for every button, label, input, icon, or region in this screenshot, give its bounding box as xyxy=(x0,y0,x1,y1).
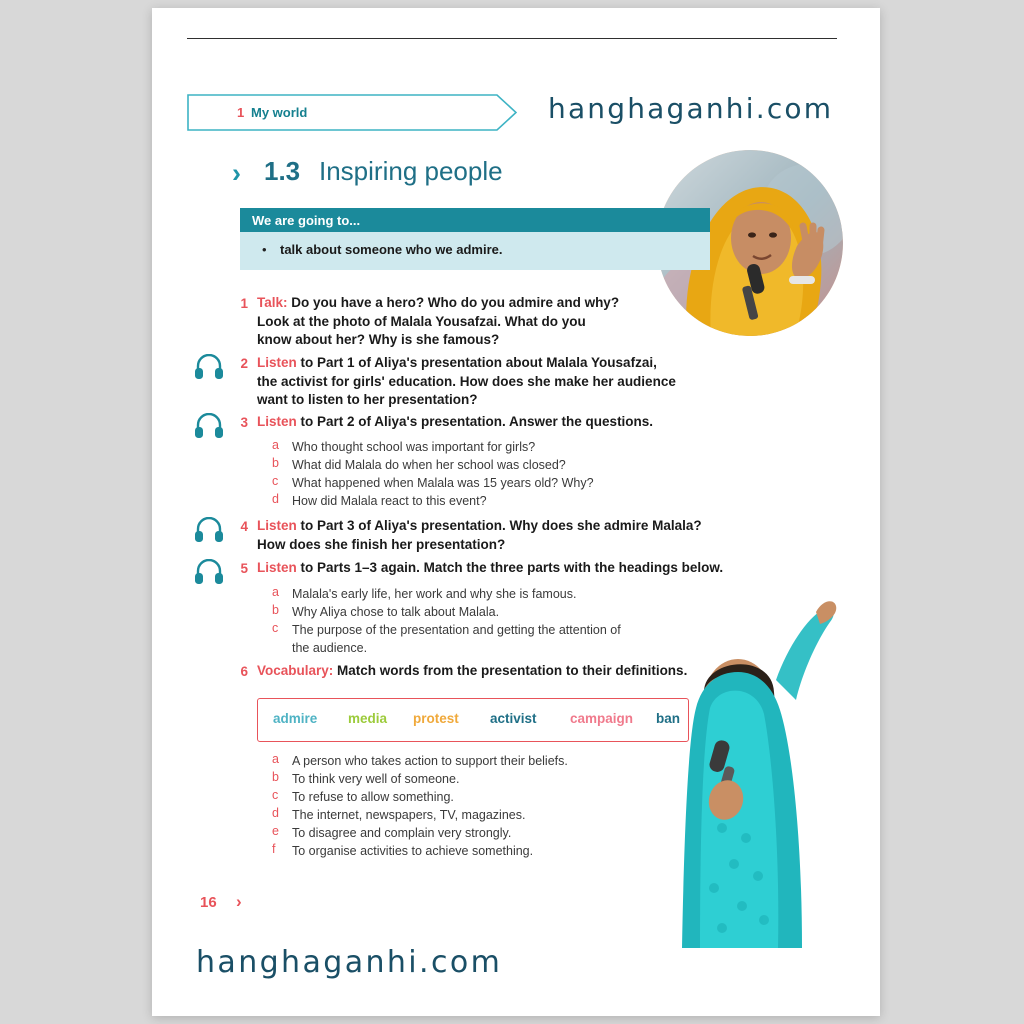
sub-item-letter: b xyxy=(272,603,279,617)
watermark-bottom: hanghaganhi.com xyxy=(196,945,503,980)
definition-text: To think very well of someone. xyxy=(292,772,460,786)
vocab-word-campaign[interactable]: campaign xyxy=(570,711,634,726)
exercise-5-body xyxy=(257,559,777,578)
textbook-page xyxy=(152,8,880,1016)
lesson-chevron-icon: › xyxy=(232,158,241,188)
objectives-header xyxy=(240,208,710,232)
definition-text: A person who takes action to support their beliefs. xyxy=(292,754,568,768)
sub-item-letter: b xyxy=(272,456,279,470)
definition-letter: b xyxy=(272,770,279,784)
exercise-4-body xyxy=(257,517,757,554)
sub-item-text-cont: the audience. xyxy=(292,641,368,655)
headphones-icon[interactable] xyxy=(194,354,224,380)
exercise-4-line-1: How does she finish her presentation? xyxy=(257,536,506,552)
exercise-3-line-0: to Part 2 of Aliya's presentation. Answer the questions. xyxy=(300,414,654,429)
vocab-word-ban[interactable]: ban xyxy=(656,711,681,726)
exercise-6-number: 6 xyxy=(240,664,248,679)
lesson-number: 1.3 xyxy=(264,156,301,186)
watermark-top: hanghaganhi.com xyxy=(548,92,834,125)
vocab-word-media[interactable]: media xyxy=(348,711,388,726)
definition-text: To organise activities to achieve something. xyxy=(292,844,534,858)
exercise-2-number: 2 xyxy=(240,356,248,371)
exercise-3-keyword: Listen xyxy=(257,414,297,429)
definition-letter: c xyxy=(272,788,279,802)
exercise-1-line-1: Look at the photo of Malala Yousafzai. What do you xyxy=(257,313,586,329)
headphones-icon[interactable] xyxy=(194,559,224,585)
definition-letter: a xyxy=(272,752,279,766)
vocabulary-box xyxy=(257,698,689,742)
exercise-5-number: 5 xyxy=(240,561,248,576)
audio-track-number: 07 xyxy=(201,520,210,529)
exercise-6-line-0: Match words from the presentation to their definitions. xyxy=(337,663,688,678)
exercise-2-line-0: to Part 1 of Aliya's presentation about Malala Yousafzai, xyxy=(300,355,657,370)
objectives-item-0: talk about someone who we admire. xyxy=(280,242,503,257)
objectives-heading-text: We are going to... xyxy=(252,213,361,228)
exercise-4-keyword: Listen xyxy=(257,518,297,533)
unit-number: 1 xyxy=(237,105,245,120)
page-chevron-icon: › xyxy=(236,892,242,911)
sub-item-text: Why Aliya chose to talk about Malala. xyxy=(292,605,500,619)
audio-track-number: 08 xyxy=(201,562,210,571)
exercise-2-keyword: Listen xyxy=(257,355,297,370)
cutout-photo-speaker xyxy=(626,588,840,948)
exercise-3-number: 3 xyxy=(240,415,248,430)
exercise-1-keyword: Talk: xyxy=(257,295,288,310)
unit-title: My world xyxy=(251,105,308,120)
vocab-word-protest[interactable]: protest xyxy=(413,711,459,726)
sub-item-letter: c xyxy=(272,621,279,635)
exercise-1-number: 1 xyxy=(240,296,248,311)
headphones-icon[interactable] xyxy=(194,517,224,543)
exercise-1-line-2: know about her? Why is she famous? xyxy=(257,332,500,347)
sub-item-text: How did Malala react to this event? xyxy=(292,494,487,508)
definition-text: To refuse to allow something. xyxy=(292,790,454,804)
sub-item-letter: a xyxy=(272,438,279,452)
vocab-word-admire[interactable]: admire xyxy=(273,711,318,726)
exercise-4-line-0: to Part 3 of Aliya's presentation. Why does she admire Malala? xyxy=(300,518,702,533)
sub-item-text: Malala's early life, her work and why she is famous. xyxy=(292,587,577,601)
definition-text: To disagree and complain very strongly. xyxy=(292,826,512,840)
definition-letter: f xyxy=(272,842,276,856)
headphones-icon[interactable] xyxy=(194,413,224,439)
sub-item-letter: a xyxy=(272,585,279,599)
exercise-3-body xyxy=(257,413,737,432)
exercise-6-keyword: Vocabulary: xyxy=(257,663,334,678)
exercise-5-keyword: Listen xyxy=(257,560,297,575)
definition-letter: d xyxy=(272,806,279,820)
exercise-1-line-0: Do you have a hero? Who do you admire and why? xyxy=(291,295,620,310)
sub-item-text: The purpose of the presentation and getting the attention of xyxy=(292,623,621,637)
sub-item-text: What happened when Malala was 15 years old? Why? xyxy=(292,476,594,490)
page-number: 16 xyxy=(200,894,217,911)
objectives-bullet-icon: • xyxy=(262,242,267,257)
sub-item-letter: d xyxy=(272,492,279,506)
audio-track-number: 05 xyxy=(201,357,210,366)
definition-text: The internet, newspapers, TV, magazines. xyxy=(292,808,526,822)
definition-letter: e xyxy=(272,824,279,838)
objectives-body xyxy=(240,232,710,270)
sub-item-text: What did Malala do when her school was closed? xyxy=(292,458,566,472)
page-title: Inspiring people xyxy=(319,156,503,186)
top-rule-divider xyxy=(187,38,837,39)
audio-track-number: 06 xyxy=(201,416,210,425)
exercise-1-body xyxy=(257,294,677,350)
exercise-4-number: 4 xyxy=(240,519,248,534)
sub-item-text: Who thought school was important for girls? xyxy=(292,440,536,454)
exercise-2-line-2: want to listen to her presentation? xyxy=(257,392,478,407)
exercise-5-line-0: to Parts 1–3 again. Match the three parts with the headings below. xyxy=(300,560,724,575)
exercise-2-line-1: the activist for girls' education. How does she make her audience xyxy=(257,373,676,389)
exercise-2-body xyxy=(257,354,737,410)
sub-item-letter: c xyxy=(272,474,279,488)
vocab-word-activist[interactable]: activist xyxy=(490,711,537,726)
